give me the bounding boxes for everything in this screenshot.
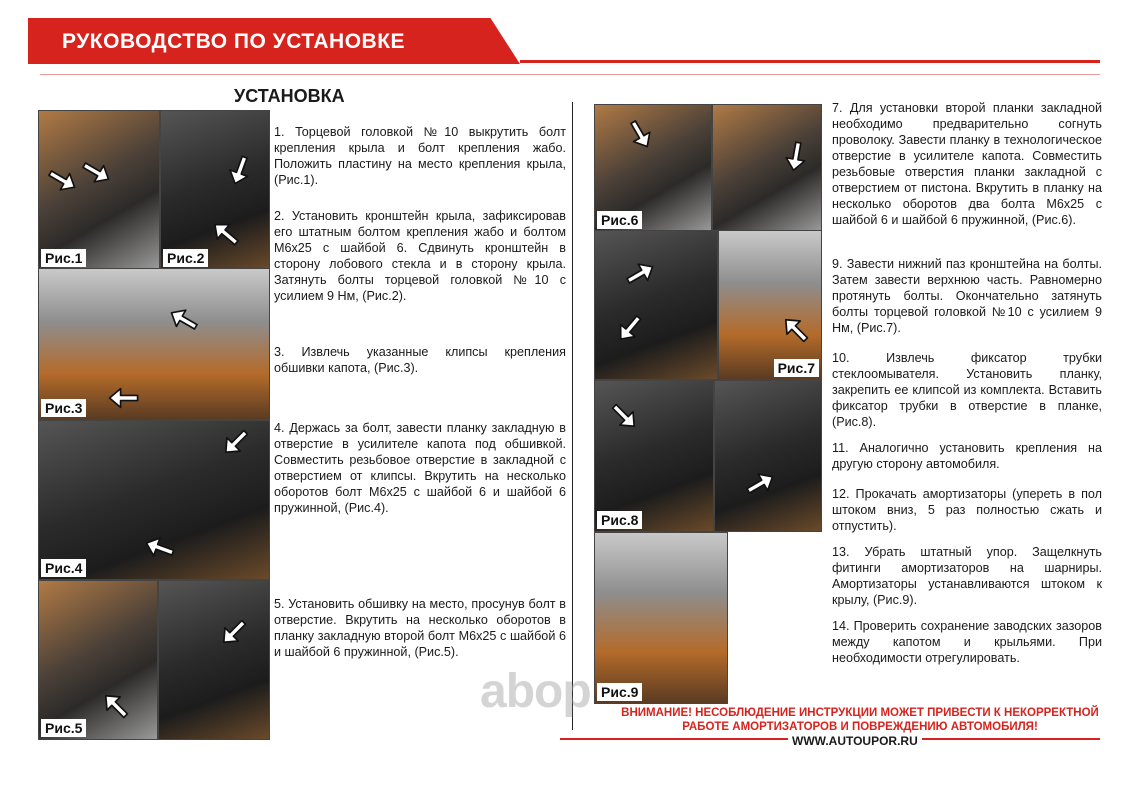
figure-5a-photo xyxy=(38,580,158,740)
header-rule xyxy=(520,60,1100,63)
step-4-text: 4. Держась за болт, завести планку закладную в отверстие в усилителе капота под обшивкой. Совместить резьбовое отверстие в закладной с отверстием от клипсы. Вкрутить на несколько оборотов болт М6х25 с шайбой 6 и шайбой 6 пружинной, (Рис.4). xyxy=(274,421,566,515)
step-9-text: 9. Завести нижний паз кронштейна на болты. Затем завести верхнюю часть. Равномерно протянуть болты. Окончательно затянуть болты торцевой головкой №10 с усилием 9 Нм, (Рис.7). xyxy=(832,257,1102,335)
step-3-text: 3. Извлечь указанные клипсы крепления обшивки капота, (Рис.3). xyxy=(274,345,566,375)
step-14-text: 14. Проверить сохранение заводских зазоров между капотом и крыльями. При необходимости отрегулировать. xyxy=(832,619,1102,665)
arrow-icon xyxy=(218,148,262,192)
figure-caption: Рис.6 xyxy=(597,211,642,229)
arrow-icon xyxy=(772,306,820,354)
figure-caption: Рис.2 xyxy=(163,249,208,267)
figure-6a-photo xyxy=(594,104,712,232)
arrow-icon xyxy=(617,111,663,157)
figure-3-photo xyxy=(38,268,270,420)
arrow-icon xyxy=(210,608,258,656)
arrow-icon xyxy=(92,682,140,730)
figure-caption: Рис.8 xyxy=(597,511,642,529)
section-title: УСТАНОВКА xyxy=(234,86,345,106)
figure-caption: Рис.4 xyxy=(41,559,86,577)
watermark-logo: аbор xyxy=(480,665,591,718)
arrow-icon xyxy=(202,210,250,258)
warning-line-2: РАБОТЕ АМОРТИЗАТОРОВ И ПОВРЕЖДЕНИЮ АВТОМОБИЛЯ! xyxy=(682,721,1038,733)
step-2-text: 2. Установить кронштейн крыла, зафиксировав его штатным болтом крепления жабо и болтом М6х25 с шайбой 6. Сдвинуть кронштейн в сторону лобового стекла и в сторону крыла. Затянуть болты торцевой головкой №10 с усилием 9 Нм, (Рис.2). xyxy=(274,209,566,303)
figure-caption: Рис.9 xyxy=(597,683,642,701)
arrow-icon xyxy=(737,461,783,507)
figure-9-photo xyxy=(594,532,728,704)
figure-8a-photo xyxy=(594,380,714,532)
column-divider xyxy=(572,102,573,730)
website-url[interactable]: WWW.AUTOUPOR.RU xyxy=(788,734,922,748)
figure-8b-photo xyxy=(714,380,822,532)
step-13-text: 13. Убрать штатный упор. Защелкнуть фитинги амортизаторов на шарниры. Амортизаторы устанавливаются штоком к крылу, (Рис.9). xyxy=(832,545,1102,607)
figure-caption: Рис.3 xyxy=(41,399,86,417)
step-5-text: 5. Установить обшивку на место, просунув болт в отверстие. Вкрутить на несколько оборотов в планку закладную второй болт М6х25 с шайбой 6 и шайбой 6 пружинной, (Рис.5). xyxy=(274,597,566,659)
header-thin-rule xyxy=(40,74,1100,75)
arrow-icon xyxy=(138,526,182,570)
step-7-text: 7. Для установки второй планки закладной необходимо предварительно согнуть проволоку. Завести планку в технологическое отверстие в усилителе капота. Совместить резьбовые отверстия планки закладной с отверстием от пистона. Вкрутить в планку на несколько оборотов два болта М6х25 с шайбой 6 и шайбой 6 пружинной, (Рис.6). xyxy=(832,101,1102,227)
figure-1-photo xyxy=(38,110,160,270)
figure-7b-photo xyxy=(718,230,822,380)
warning-line-1: ВНИМАНИЕ! НЕСОБЛЮДЕНИЕ ИНСТРУКЦИИ МОЖЕТ ПРИВЕСТИ К НЕКОРРЕКТНОЙ xyxy=(621,707,1099,719)
figure-6b-photo xyxy=(712,104,822,232)
page-title: РУКОВОДСТВО ПО УСТАНОВКЕ xyxy=(62,30,406,53)
figure-2-photo xyxy=(160,110,270,270)
arrow-icon xyxy=(212,420,260,466)
figure-5b-photo xyxy=(158,580,270,740)
figure-4-photo xyxy=(38,420,270,580)
arrow-icon xyxy=(73,149,119,195)
arrow-icon xyxy=(776,136,815,175)
arrow-icon xyxy=(600,392,648,440)
figure-caption: Рис.1 xyxy=(41,249,86,267)
warning-notice xyxy=(600,706,1120,734)
arrow-icon xyxy=(606,304,654,352)
step-10-text: 10. Извлечь фиксатор трубки стеклоомывателя. Установить планку, закрепить ее клипсой из комплекта. Вставить фиксатор трубки в отверстие в планке, (Рис.8). xyxy=(832,351,1102,429)
step-12-text: 12. Прокачать амортизаторы (упереть в пол штоком вниз, 5 раз полностью сжать и отпустить). xyxy=(832,487,1102,533)
arrow-icon xyxy=(617,251,663,297)
step-1-text: 1. Торцевой головкой №10 выкрутить болт крепления крыла и болт крепления жабо. Положить пластину на место крепления крыла, (Рис.1). xyxy=(274,125,566,187)
figure-caption: Рис.5 xyxy=(41,719,86,737)
step-11-text: 11. Аналогично установить крепления на другую сторону автомобиля. xyxy=(832,441,1102,471)
arrow-icon xyxy=(161,297,207,343)
figure-7a-photo xyxy=(594,230,718,380)
arrow-icon xyxy=(107,381,141,415)
figure-caption: Рис.7 xyxy=(774,359,819,377)
